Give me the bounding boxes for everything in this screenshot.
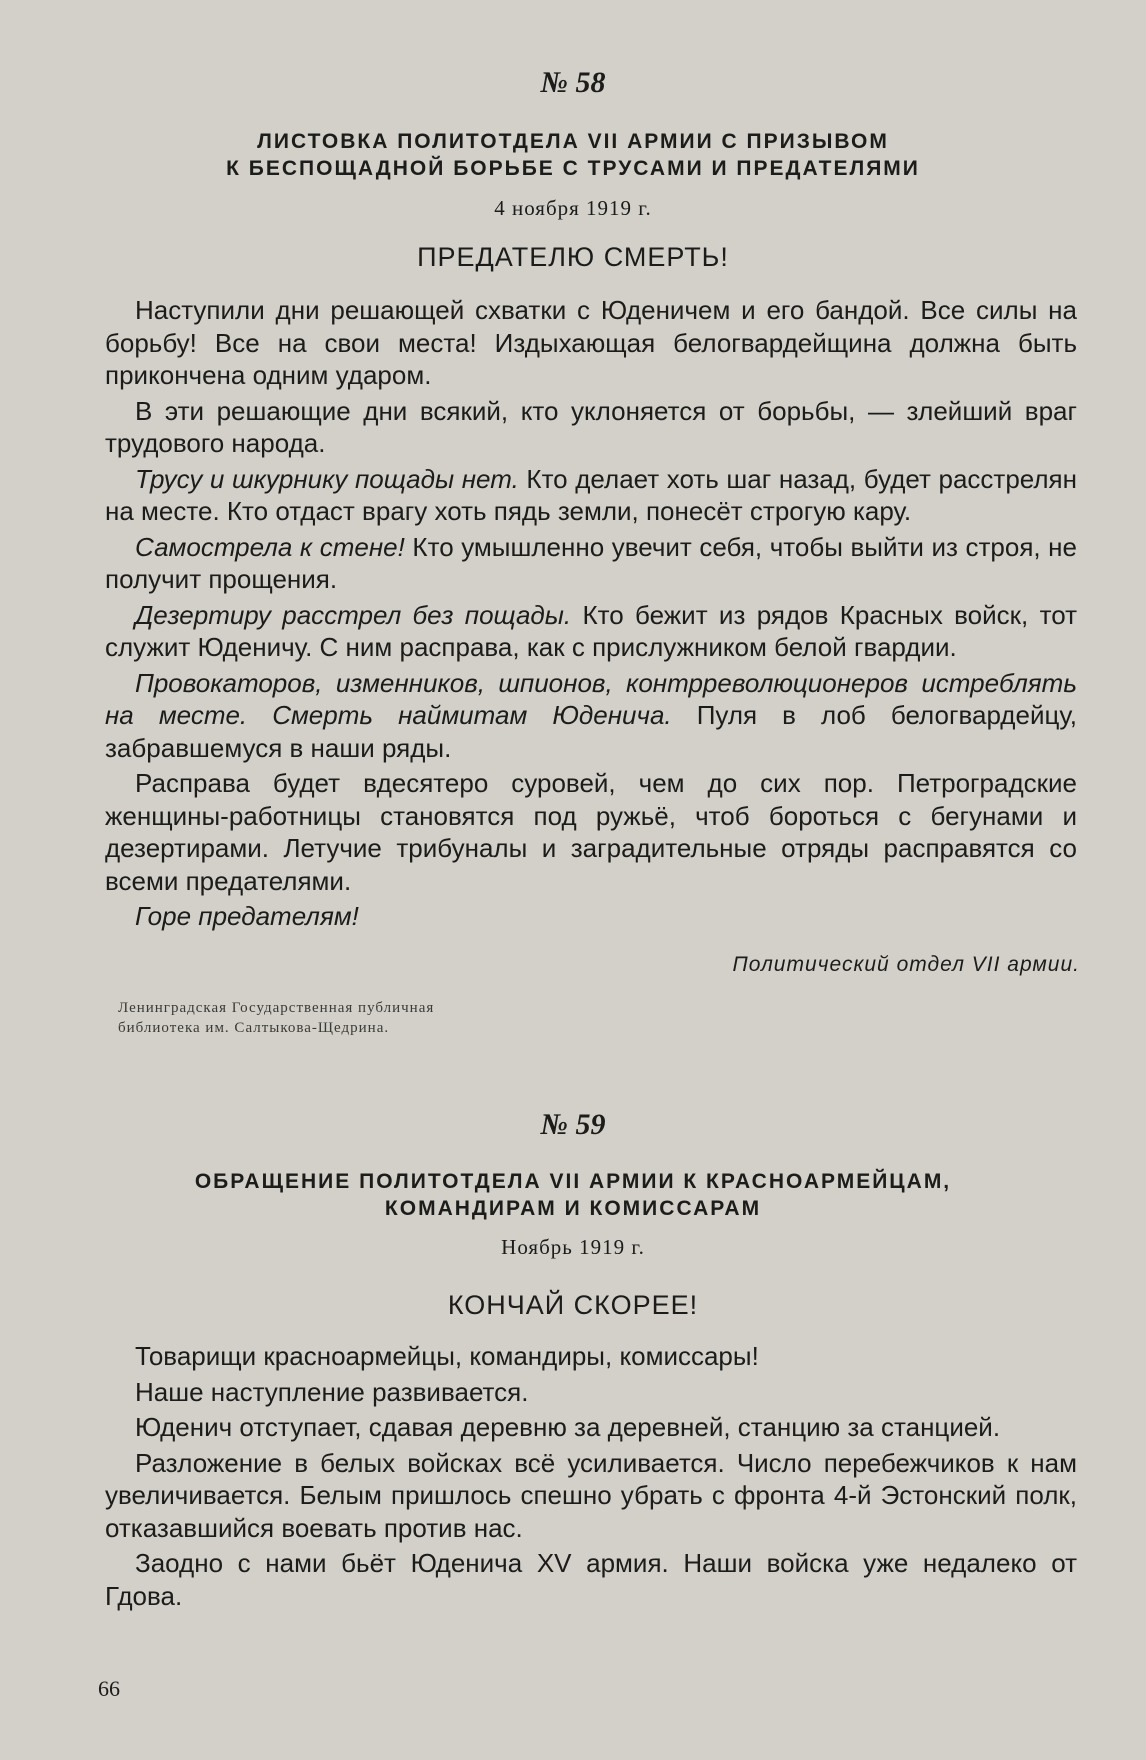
- doc58-paragraph-8-emphasis: Горе предателям!: [135, 901, 359, 931]
- doc59-paragraph-5: Заодно с нами бьёт Юденича XV армия. Наши войска уже недалеко от Гдова.: [105, 1548, 1077, 1611]
- doc59-slogan: КОНЧАЙ СКОРЕЕ!: [447, 1290, 699, 1320]
- doc58-signature: Политический отдел VII армии.: [732, 953, 1080, 976]
- doc58-paragraph-3-emphasis: Трусу и шкурнику пощады нет.: [135, 463, 519, 494]
- doc59-paragraph-4: Разложение в белых войсках всё усиливается. Число перебежчиков к нам увеличивается. Белым пришлось спешно убрать с фронта 4-й Эстонский полк, отказавшийся воевать против нас.: [105, 1447, 1077, 1543]
- doc58-paragraph-6: [105, 667, 1077, 765]
- doc59-number: № 59: [540, 1108, 606, 1141]
- doc58-paragraph-4-emphasis: Самострела к стене!: [135, 531, 405, 562]
- doc58-paragraph-4-text: Кто умышленно увечит себя, чтобы выйти из строя, не получит прощения.: [105, 531, 1077, 594]
- doc59-paragraph-3: Юденич отступает, сдавая деревню за деревней, станцию за станцией.: [135, 1412, 1001, 1442]
- doc59-paragraph-1: Товарищи красноармейцы, командиры, комиссары!: [135, 1341, 759, 1371]
- doc58-paragraph-5-emphasis: Дезертиру расстрел без пощады.: [135, 599, 572, 630]
- doc59-heading: [90, 1168, 1056, 1222]
- doc58-source-line2: библиотека им. Салтыкова-Щедрина.: [118, 1020, 390, 1036]
- doc58-paragraph-4: [105, 531, 1077, 596]
- doc58-paragraph-3-text: Кто делает хоть шаг назад, будет расстрелян на месте. Кто отдаст врагу хоть пядь земли, понесёт строгую кару.: [105, 463, 1077, 526]
- doc58-source-note: [118, 998, 434, 1038]
- doc58-paragraph-5: [105, 599, 1077, 664]
- doc59-paragraph-2: Наше наступление развивается.: [135, 1376, 529, 1407]
- doc58-paragraph-3: [105, 463, 1077, 528]
- doc58-paragraph-6-emphasis: Провокаторов, изменников, шпионов, контрреволюционеров истреблять на месте. Смерть наймитам Юденича.: [105, 667, 1077, 730]
- page-number: 66: [98, 1676, 120, 1701]
- doc58-number: № 58: [540, 66, 606, 99]
- doc58-paragraph-2: В эти решающие дни всякий, кто уклоняется от борьбы, — злейший враг трудового народа.: [105, 395, 1077, 458]
- doc59-heading-line2: КОМАНДИРАМ И КОМИССАРАМ: [384, 1197, 762, 1220]
- doc58-paragraph-8: [105, 900, 1077, 933]
- doc58-source-line1: Ленинградская Государственная публичная: [118, 1000, 435, 1016]
- doc58-heading-line1: ЛИСТОВКА ПОЛИТОТДЕЛА VII АРМИИ С ПРИЗЫВОМ: [257, 130, 889, 153]
- doc59-body: [105, 1340, 1077, 1612]
- doc58-date: 4 ноября 1919 г.: [494, 196, 652, 220]
- doc58-paragraph-5-text: Кто бежит из рядов Красных войск, тот служит Юденичу. С ним расправа, как с прислужником белой гвардии.: [105, 599, 1077, 662]
- doc58-heading-line2: К БЕСПОЩАДНОЙ БОРЬБЕ С ТРУСАМИ И ПРЕДАТЕЛЯМИ: [226, 157, 920, 180]
- doc58-paragraph-1: Наступили дни решающей схватки с Юденичем и его бандой. Все силы на борьбу! Все на свои места! Издыхающая белогвардейщина должна быть прикончена одним ударом.: [105, 295, 1077, 390]
- doc58-slogan: ПРЕДАТЕЛЮ СМЕРТЬ!: [417, 242, 729, 272]
- doc58-paragraph-7: Расправа будет вдесятеро суровей, чем до сих пор. Петроградские женщины-работницы становятся под ружьё, чтоб бороться с бегунами и дезертирами. Летучие трибуналы и заградительные отряды расправятся со всеми предателями.: [105, 768, 1077, 896]
- doc58-paragraph-6-text: Пуля в лоб белогвардейцу, забравшемуся в наши ряды.: [105, 700, 1077, 763]
- doc59-heading-line1: ОБРАЩЕНИЕ ПОЛИТОТДЕЛА VII АРМИИ К КРАСНОАРМЕЙЦАМ,: [194, 1170, 952, 1193]
- doc58-body: [105, 294, 1077, 933]
- doc59-date: Ноябрь 1919 г.: [501, 1235, 645, 1259]
- doc58-heading: [90, 128, 1056, 182]
